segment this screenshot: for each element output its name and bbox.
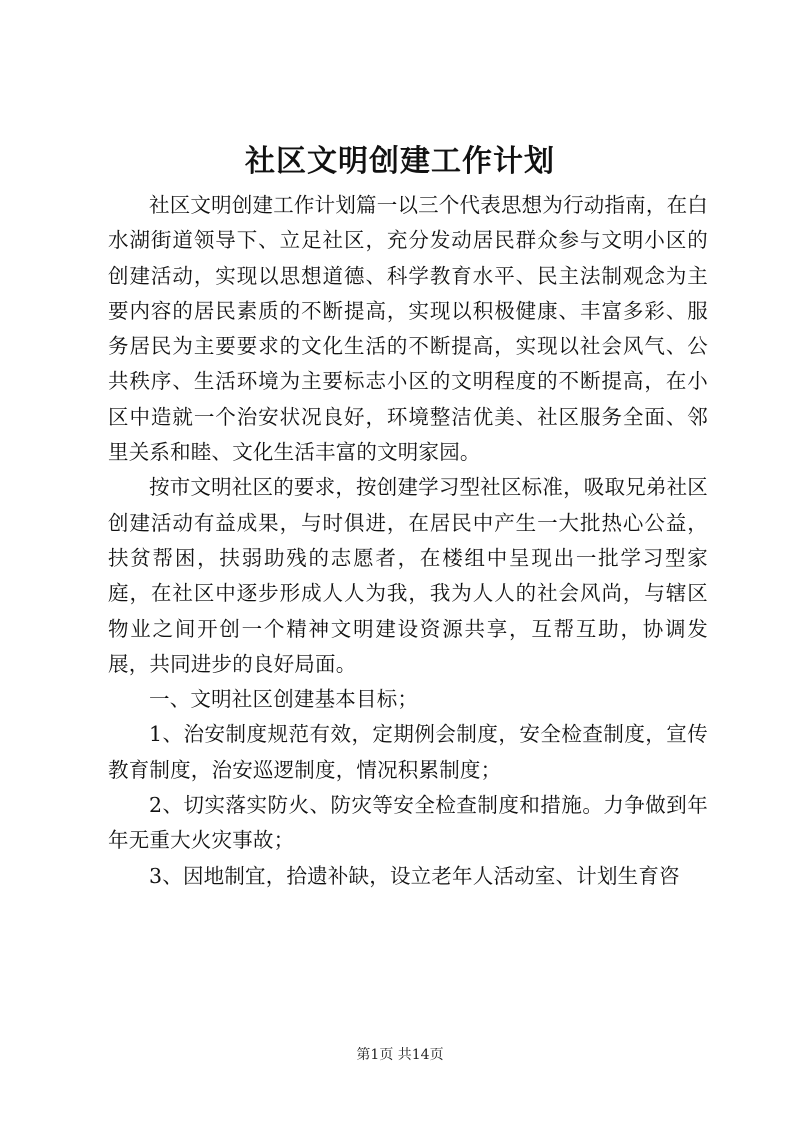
list-item-3: 3、因地制宜，拾遗补缺，设立老年人活动室、计划生育咨 [149, 863, 680, 888]
list-item-2: 2、切实落实防火、防灾等安全检查制度和措施。力争做到年年无重大火灾事故； [108, 793, 708, 853]
section-heading-goals: 一、文明社区创建基本目标； [149, 687, 419, 712]
paragraph-requirements: 按市文明社区的要求，按创建学习型社区标准，吸取兄弟社区创建活动有益成果，与时俱进，在居民中产生一大批热心公益，扶贫帮困，扶弱助残的志愿者，在楼组中呈现出一批学习型家庭，在社区中逐步形成人人为我，我为人人的社会风尚，与辖区物业之间开创一个精神文明建设资源共享，互帮互助，协调发展，共同进步的良好局面。 [108, 475, 708, 676]
paragraph-intro: 社区文明创建工作计划篇一以三个代表思想为行动指南，在白水湖街道领导下、立足社区，充分发动居民群众参与文明小区的创建活动，实现以思想道德、科学教育水平、民主法制观念为主要内容的居民素质的不断提高，实现以积极健康、丰富多彩、服务居民为主要要求的文化生活的不断提高，实现以社会风气、公共秩序、生活环境为主要标志小区的文明程度的不断提高，在小区中造就一个治安状况良好，环境整洁优美、社区服务全面、邻里关系和睦、文化生活丰富的文明家园。 [108, 193, 708, 465]
page-number-footer: 第1页 共14页 [356, 1047, 444, 1063]
document-title: 社区文明创建工作计划 [245, 144, 555, 179]
list-item-1: 1、治安制度规范有效，定期例会制度，安全检查制度，宣传教育制度，治安巡逻制度，情况积累制度； [108, 722, 708, 782]
document-body [108, 188, 708, 894]
